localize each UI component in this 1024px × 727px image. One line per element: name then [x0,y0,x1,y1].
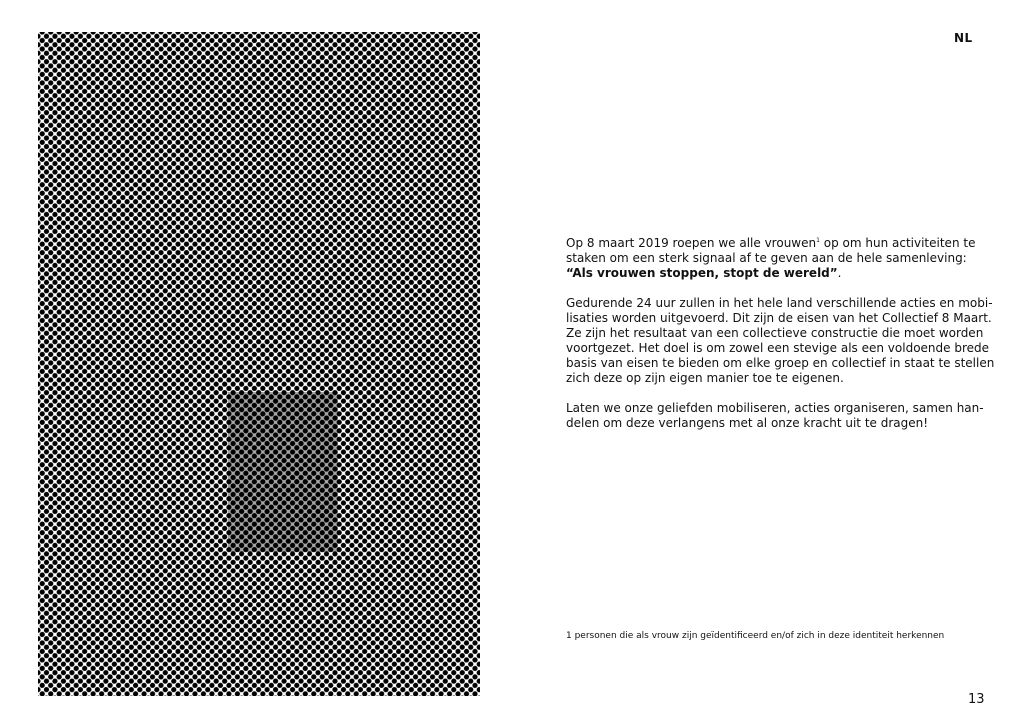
halftone-photo [38,32,480,696]
body-text [566,236,995,446]
paragraph-1: Op 8 maart 2019 roepen we alle vrouwen$^1$ op om hun activiteiten te staken om een sterk signaal af te geven aan de hele samenleving: “Als vrouwen stoppen, stopt de wereld”. [566,236,976,280]
paragraph-2: Gedurende 24 uur zullen in het hele land verschillende acties en mobi- lisaties worden uitgevoerd. Dit zijn de eisen van het Collectief 8 Maart. Ze zijn het resultaat van een collectieve constructie die moet worden voortgezet. Het doel is om zowel een stevige als een voldoende brede basis van eisen te bieden om elke groep en collectief in staat te stellen zich deze op zijn eigen manier toe te eigenen. [566,296,995,385]
page-number: 13 [968,692,985,707]
footnote: 1 personen die als vrouw zijn geïdentificeerd en/of zich in deze identiteit herkennen [566,631,945,641]
language-label: NL [954,31,973,45]
paragraph-3: Laten we onze geliefden mobiliseren, acties organiseren, samen han- delen om deze verlangens met al onze kracht uit te dragen! [566,401,984,430]
slogan: “Als vrouwen stoppen, stopt de wereld” [566,266,838,280]
footnote-marker: 1 [816,237,820,244]
